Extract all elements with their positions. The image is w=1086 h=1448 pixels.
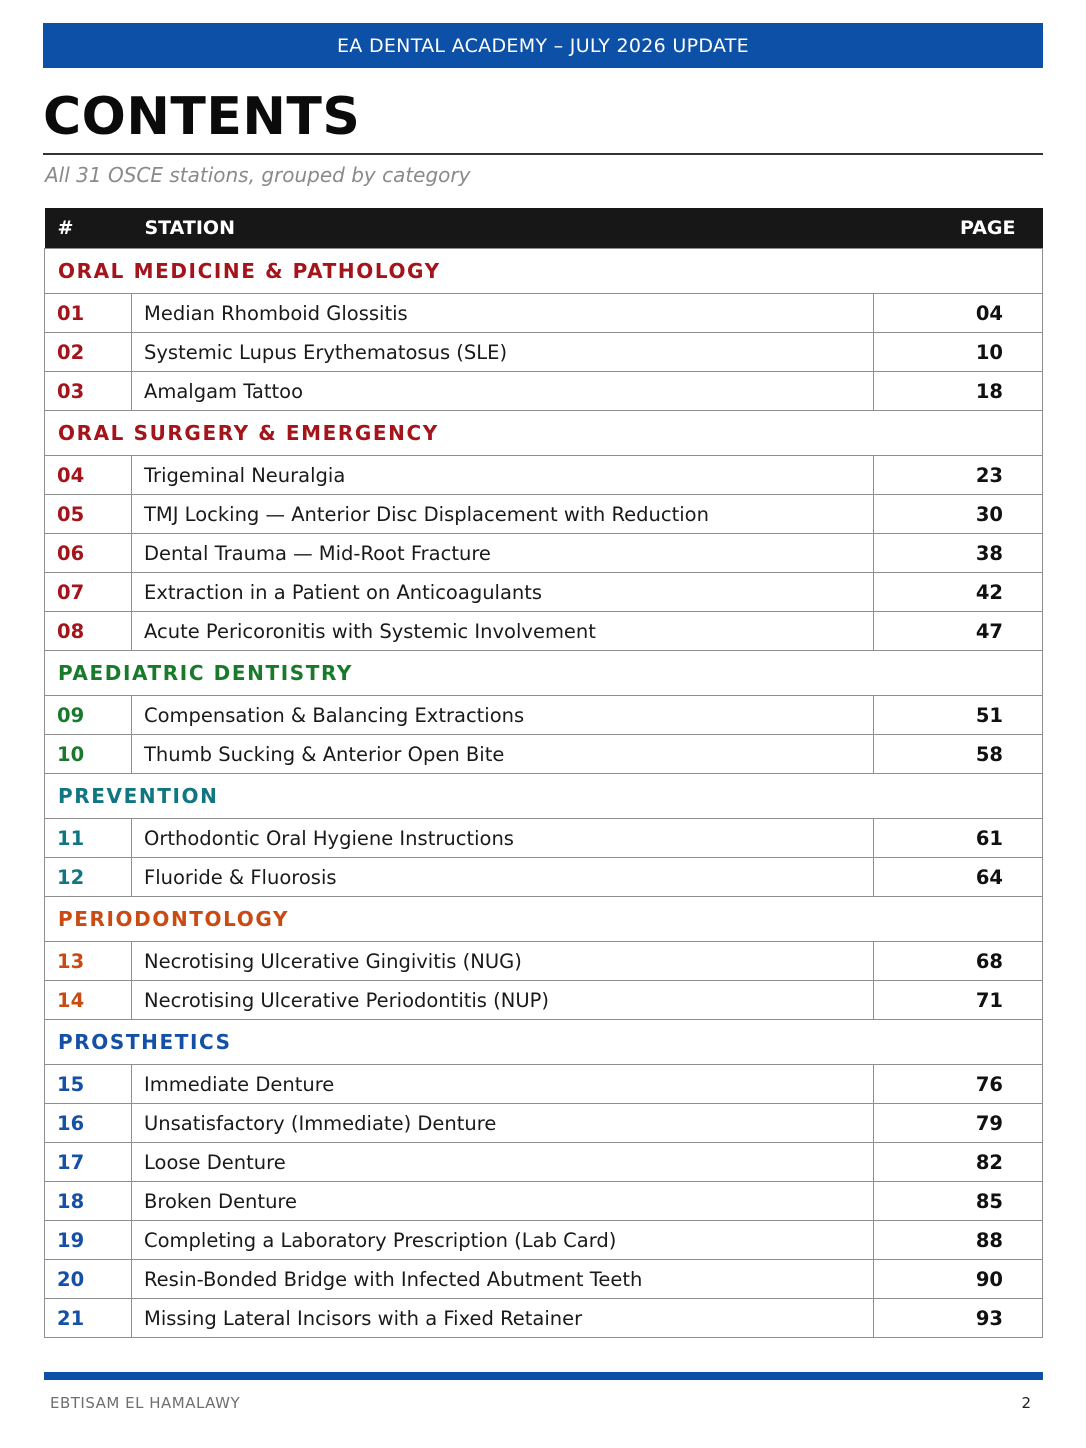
station-number: 14 (45, 981, 132, 1020)
footer-bar (44, 1372, 1043, 1380)
station-page[interactable]: 85 (874, 1182, 1043, 1221)
station-row[interactable] (45, 456, 1043, 495)
station-title[interactable]: Missing Lateral Incisors with a Fixed Retainer (132, 1299, 874, 1338)
header-number: # (45, 208, 132, 249)
station-page[interactable]: 23 (874, 456, 1043, 495)
station-row[interactable] (45, 981, 1043, 1020)
station-page[interactable]: 04 (874, 294, 1043, 333)
page-number: 2 (1021, 1394, 1031, 1412)
header-station: STATION (132, 208, 874, 249)
station-row[interactable] (45, 612, 1043, 651)
station-row[interactable] (45, 534, 1043, 573)
station-title[interactable]: Necrotising Ulcerative Periodontitis (NUP) (132, 981, 874, 1020)
station-number: 20 (45, 1260, 132, 1299)
page-subtitle: All 31 OSCE stations, grouped by category (45, 163, 471, 187)
station-title[interactable]: Fluoride & Fluorosis (132, 858, 874, 897)
station-page[interactable]: 30 (874, 495, 1043, 534)
station-number: 09 (45, 696, 132, 735)
station-number: 04 (45, 456, 132, 495)
station-number: 17 (45, 1143, 132, 1182)
station-row[interactable] (45, 333, 1043, 372)
contents-table (44, 208, 1043, 1338)
title-divider (43, 153, 1043, 155)
station-number: 03 (45, 372, 132, 411)
station-page[interactable]: 90 (874, 1260, 1043, 1299)
station-title[interactable]: Acute Pericoronitis with Systemic Involvement (132, 612, 874, 651)
station-row[interactable] (45, 372, 1043, 411)
category-row (45, 774, 1043, 819)
station-page[interactable]: 47 (874, 612, 1043, 651)
category-heading: ORAL MEDICINE & PATHOLOGY (45, 249, 1043, 294)
table-header-row (45, 208, 1043, 249)
station-page[interactable]: 61 (874, 819, 1043, 858)
station-title[interactable]: Dental Trauma — Mid-Root Fracture (132, 534, 874, 573)
station-title[interactable]: Thumb Sucking & Anterior Open Bite (132, 735, 874, 774)
station-title[interactable]: Amalgam Tattoo (132, 372, 874, 411)
category-heading: ORAL SURGERY & EMERGENCY (45, 411, 1043, 456)
station-row[interactable] (45, 1221, 1043, 1260)
station-number: 11 (45, 819, 132, 858)
station-number: 06 (45, 534, 132, 573)
header-banner (43, 23, 1043, 68)
station-number: 01 (45, 294, 132, 333)
station-page[interactable]: 68 (874, 942, 1043, 981)
category-row (45, 651, 1043, 696)
station-row[interactable] (45, 696, 1043, 735)
station-page[interactable]: 79 (874, 1104, 1043, 1143)
station-row[interactable] (45, 1065, 1043, 1104)
station-title[interactable]: Extraction in a Patient on Anticoagulants (132, 573, 874, 612)
station-page[interactable]: 10 (874, 333, 1043, 372)
station-row[interactable] (45, 1104, 1043, 1143)
station-row[interactable] (45, 819, 1043, 858)
station-title[interactable]: Immediate Denture (132, 1065, 874, 1104)
station-number: 05 (45, 495, 132, 534)
station-title[interactable]: Trigeminal Neuralgia (132, 456, 874, 495)
category-row (45, 411, 1043, 456)
station-number: 07 (45, 573, 132, 612)
station-number: 02 (45, 333, 132, 372)
station-number: 16 (45, 1104, 132, 1143)
station-title[interactable]: Broken Denture (132, 1182, 874, 1221)
station-title[interactable]: Necrotising Ulcerative Gingivitis (NUG) (132, 942, 874, 981)
station-page[interactable]: 71 (874, 981, 1043, 1020)
station-page[interactable]: 42 (874, 573, 1043, 612)
station-page[interactable]: 93 (874, 1299, 1043, 1338)
station-page[interactable]: 82 (874, 1143, 1043, 1182)
category-heading: PREVENTION (45, 774, 1043, 819)
station-page[interactable]: 76 (874, 1065, 1043, 1104)
station-title[interactable]: Resin-Bonded Bridge with Infected Abutment Teeth (132, 1260, 874, 1299)
station-row[interactable] (45, 1299, 1043, 1338)
station-number: 10 (45, 735, 132, 774)
station-page[interactable]: 51 (874, 696, 1043, 735)
station-page[interactable]: 88 (874, 1221, 1043, 1260)
station-title[interactable]: Unsatisfactory (Immediate) Denture (132, 1104, 874, 1143)
station-row[interactable] (45, 294, 1043, 333)
station-title[interactable]: Median Rhomboid Glossitis (132, 294, 874, 333)
category-heading: PROSTHETICS (45, 1020, 1043, 1065)
category-row (45, 897, 1043, 942)
station-title[interactable]: Compensation & Balancing Extractions (132, 696, 874, 735)
header-page: PAGE (874, 208, 1043, 249)
station-row[interactable] (45, 1143, 1043, 1182)
banner-text: EA DENTAL ACADEMY – JULY 2026 UPDATE (337, 34, 749, 57)
station-page[interactable]: 18 (874, 372, 1043, 411)
contents-body (45, 249, 1043, 1338)
station-number: 18 (45, 1182, 132, 1221)
category-row (45, 1020, 1043, 1065)
station-row[interactable] (45, 1182, 1043, 1221)
station-title[interactable]: Loose Denture (132, 1143, 874, 1182)
station-row[interactable] (45, 858, 1043, 897)
category-heading: PERIODONTOLOGY (45, 897, 1043, 942)
station-page[interactable]: 58 (874, 735, 1043, 774)
station-number: 12 (45, 858, 132, 897)
station-number: 21 (45, 1299, 132, 1338)
station-title[interactable]: TMJ Locking — Anterior Disc Displacement with Reduction (132, 495, 874, 534)
station-number: 19 (45, 1221, 132, 1260)
category-row (45, 249, 1043, 294)
station-row[interactable] (45, 573, 1043, 612)
station-row[interactable] (45, 942, 1043, 981)
station-row[interactable] (45, 495, 1043, 534)
station-page[interactable]: 38 (874, 534, 1043, 573)
station-title[interactable]: Orthodontic Oral Hygiene Instructions (132, 819, 874, 858)
station-page[interactable]: 64 (874, 858, 1043, 897)
station-title[interactable]: Systemic Lupus Erythematosus (SLE) (132, 333, 874, 372)
category-heading: PAEDIATRIC DENTISTRY (45, 651, 1043, 696)
page-title: CONTENTS (43, 87, 361, 147)
station-number: 15 (45, 1065, 132, 1104)
station-row[interactable] (45, 735, 1043, 774)
footer-author: EBTISAM EL HAMALAWY (50, 1394, 241, 1412)
station-row[interactable] (45, 1260, 1043, 1299)
station-number: 08 (45, 612, 132, 651)
station-number: 13 (45, 942, 132, 981)
station-title[interactable]: Completing a Laboratory Prescription (Lab Card) (132, 1221, 874, 1260)
